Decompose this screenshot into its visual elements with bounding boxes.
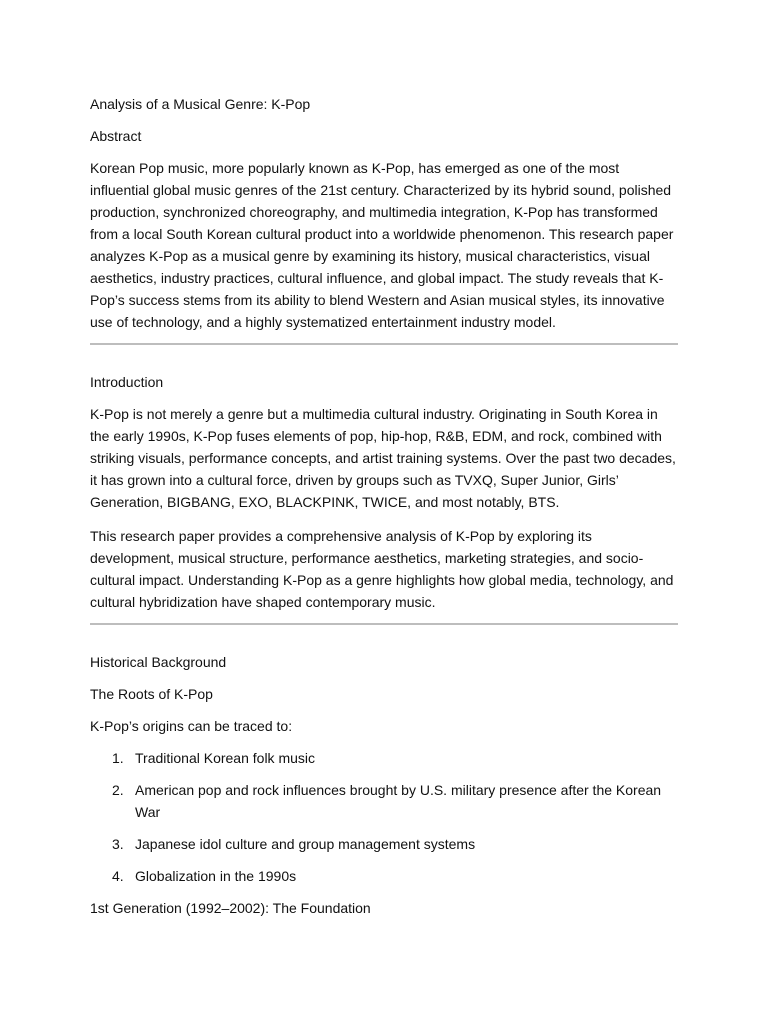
list-item-text: American pop and rock influences brought by U.S. military presence after the Korean War [135,782,662,820]
list-item-text: Traditional Korean folk music [135,750,316,766]
section-divider [90,623,678,625]
first-generation-heading: 1st Generation (1992–2002): The Foundation [90,900,371,916]
origins-list [90,747,678,887]
list-item-text: Globalization in the 1990s [135,868,297,884]
list-item-number: 4. [112,868,124,884]
roots-subheading: The Roots of K-Pop [90,686,213,702]
introduction-paragraph-2: This research paper provides a comprehensive analysis of K-Pop by exploring its development, musical structure, performance aesthetics, marketing strategies, and socio-cultural impact. Understanding K-Pop as a genre highlights how global media, technology, and cultural hybridization have shaped contemporary music. [90,528,674,610]
list-item-number: 2. [112,782,124,798]
abstract-heading: Abstract [90,128,142,144]
historical-background-heading: Historical Background [90,654,227,670]
section-divider [90,343,678,345]
list-item [90,833,678,855]
list-item [90,747,678,769]
document-title: Analysis of a Musical Genre: K-Pop [90,96,311,112]
list-item-number: 1. [112,750,124,766]
introduction-heading: Introduction [90,374,164,390]
introduction-paragraph-1: K-Pop is not merely a genre but a multimedia cultural industry. Originating in South Korea in the early 1990s, K-Pop fuses elements of pop, hip-hop, R&B, EDM, and rock, combined with striking visuals, performance concepts, and artist training systems. Over the past two decades, it has grown into a cultural force, driven by groups such as TVXQ, Super Junior, Girls’ Generation, BIGBANG, EXO, BLACKPINK, TWICE, and most notably, BTS. [90,406,676,510]
list-item-text: Japanese idol culture and group management systems [135,836,476,852]
origins-lead-text: K-Pop’s origins can be traced to: [90,718,293,734]
abstract-paragraph: Korean Pop music, more popularly known as K-Pop, has emerged as one of the most influential global music genres of the 21st century. Characterized by its hybrid sound, polished production, synchronized choreography, and multimedia integration, K-Pop has transformed from a local South Korean cultural product into a worldwide phenomenon. This research paper analyzes K-Pop as a musical genre by examining its history, musical characteristics, visual aesthetics, industry practices, cultural influence, and global impact. The study reveals that K-Pop’s success stems from its ability to blend Western and Asian musical styles, its innovative use of technology, and a highly systematized entertainment industry model. [90,160,674,330]
list-item [90,779,678,823]
list-item [90,865,678,887]
list-item-number: 3. [112,836,124,852]
